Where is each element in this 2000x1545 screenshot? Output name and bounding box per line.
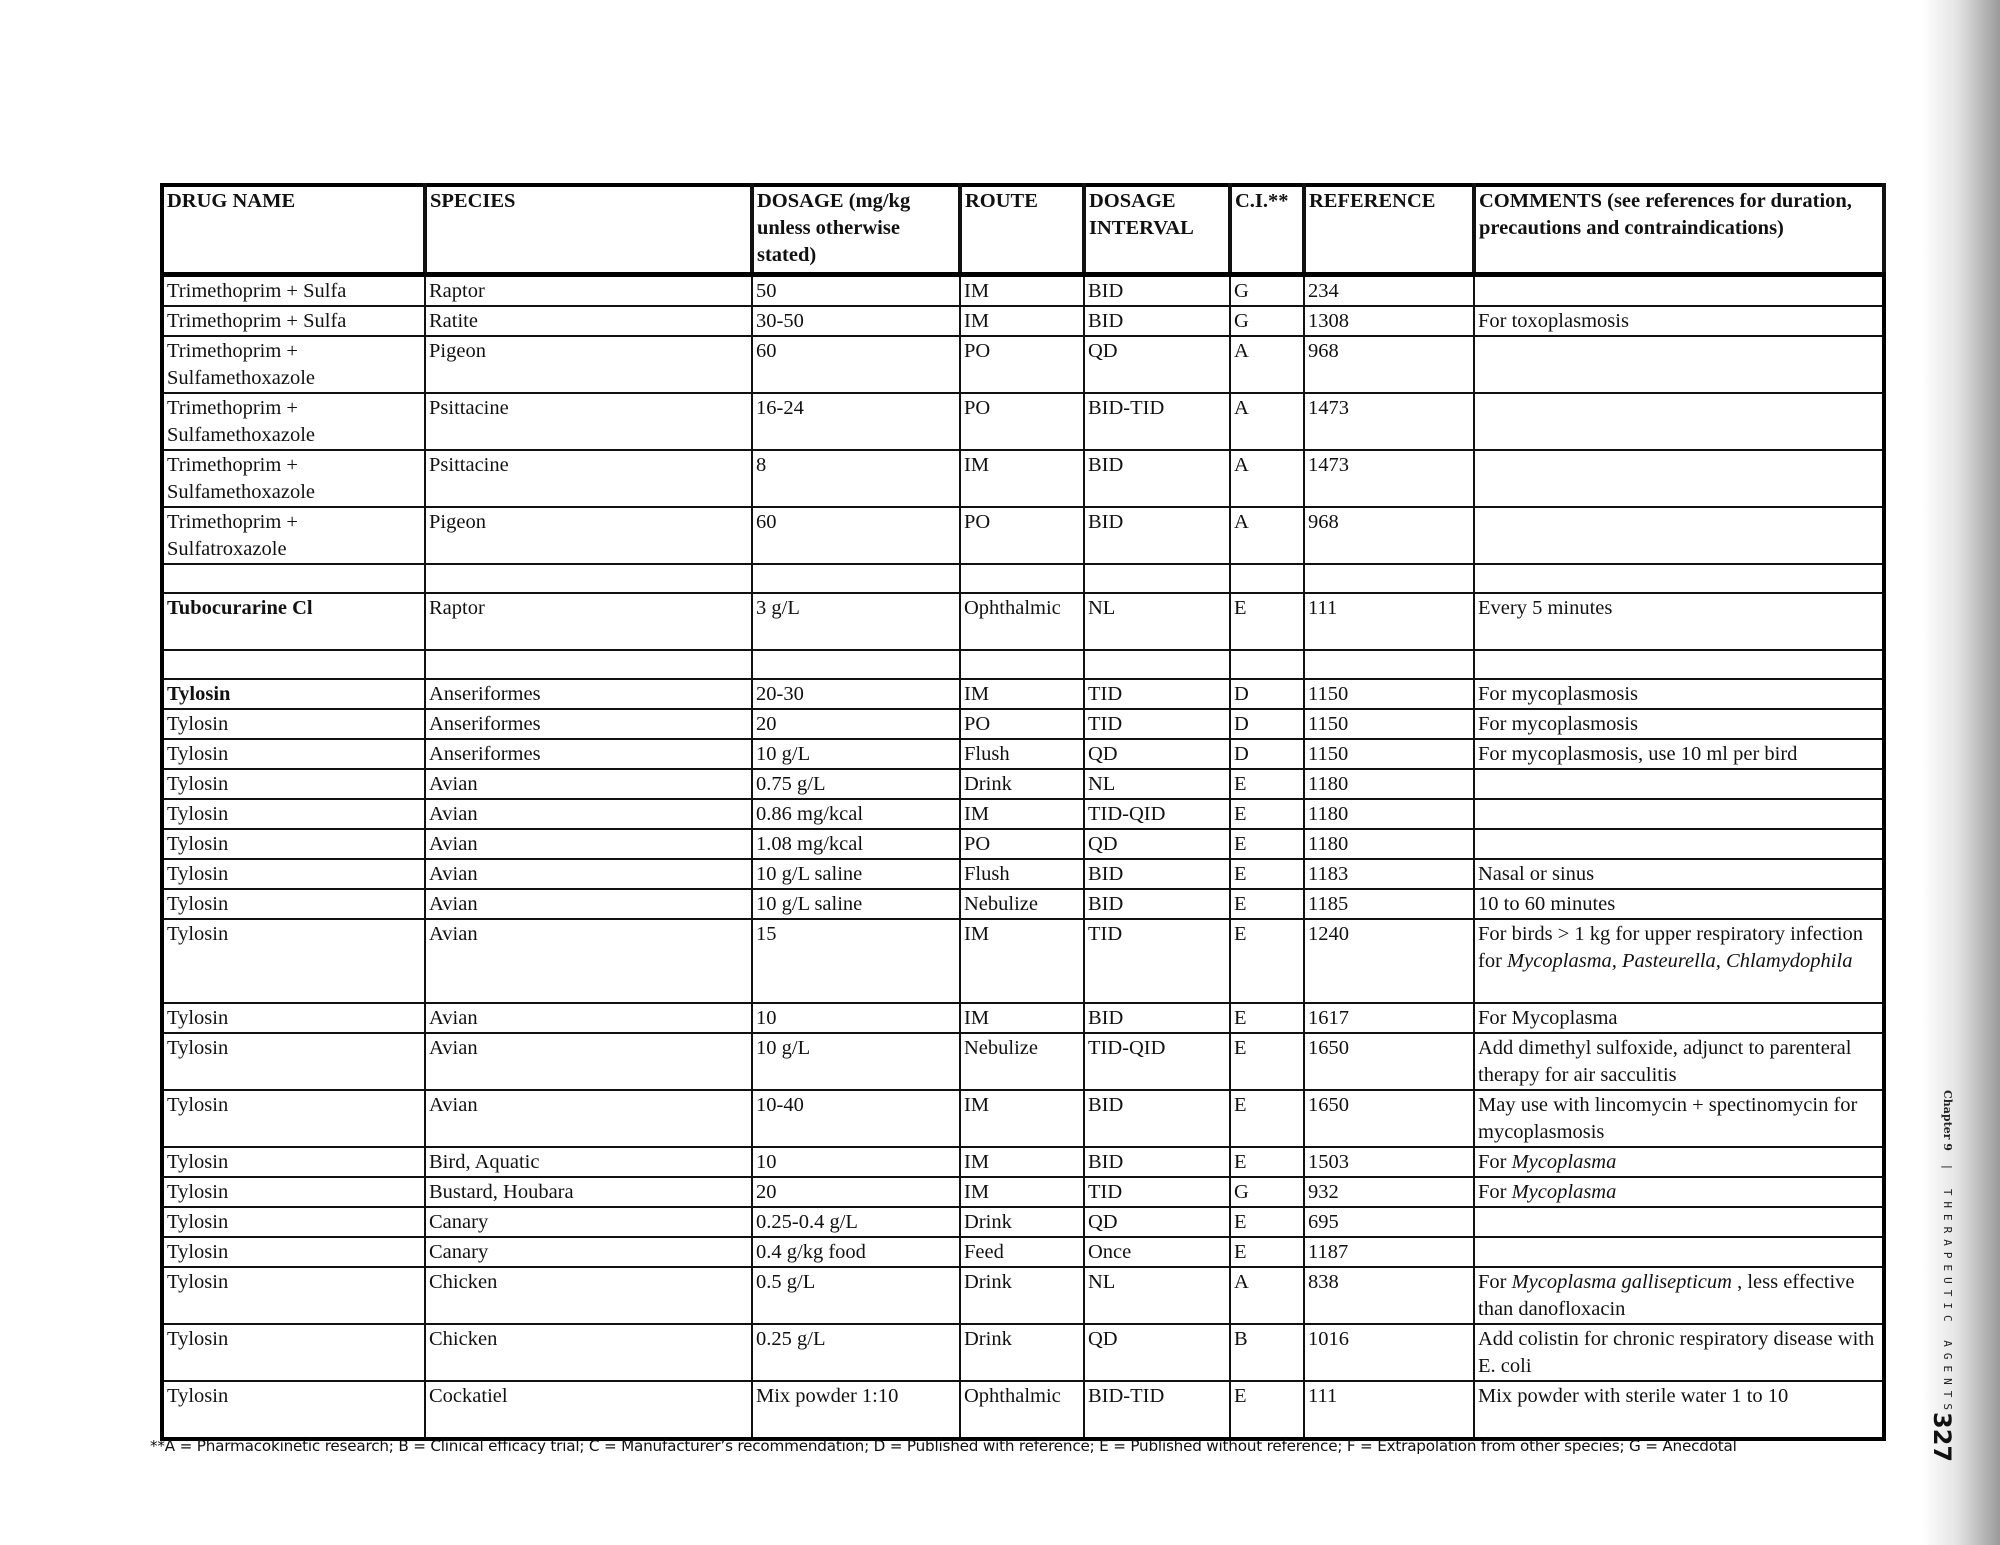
- route-cell: IM: [960, 1090, 1084, 1147]
- ci-cell: G: [1230, 306, 1304, 336]
- ci-cell: E: [1230, 799, 1304, 829]
- comments-cell: [1474, 829, 1884, 859]
- drug-name-cell: Tylosin: [162, 739, 425, 769]
- ci-cell: E: [1230, 1237, 1304, 1267]
- species-cell: Avian: [425, 829, 752, 859]
- header-dosage: DOSAGE (mg/kg unless otherwise stated): [752, 185, 960, 275]
- drug-name-cell: Tubocurarine Cl: [162, 593, 425, 650]
- route-cell: Nebulize: [960, 1033, 1084, 1090]
- ci-cell: E: [1230, 889, 1304, 919]
- species-cell: Cockatiel: [425, 1381, 752, 1439]
- route-cell: Drink: [960, 1207, 1084, 1237]
- comments-cell: [1474, 275, 1884, 307]
- interval-cell: [1084, 564, 1230, 593]
- comments-cell: [1474, 919, 1884, 1003]
- drug-name-cell: Tylosin: [162, 679, 425, 709]
- dosage-cell: 20-30: [752, 679, 960, 709]
- drug-name-cell: Tylosin: [162, 1177, 425, 1207]
- interval-cell: NL: [1084, 593, 1230, 650]
- table-row: [162, 1324, 1884, 1381]
- table-row: [162, 393, 1884, 450]
- interval-cell: TID: [1084, 919, 1230, 1003]
- route-cell: Drink: [960, 1267, 1084, 1324]
- reference-cell: 1308: [1304, 306, 1474, 336]
- species-cell: Avian: [425, 1090, 752, 1147]
- drug-name-cell: Tylosin: [162, 1267, 425, 1324]
- drug-name-cell: Tylosin: [162, 1090, 425, 1147]
- reference-cell: 968: [1304, 507, 1474, 564]
- route-cell: Drink: [960, 769, 1084, 799]
- ci-cell: A: [1230, 507, 1304, 564]
- reference-cell: 1473: [1304, 450, 1474, 507]
- comments-cell: May use with lincomycin + spectinomycin for mycoplasmosis: [1474, 1090, 1884, 1147]
- route-cell: PO: [960, 336, 1084, 393]
- interval-cell: BID: [1084, 275, 1230, 307]
- interval-cell: TID-QID: [1084, 799, 1230, 829]
- ci-cell: E: [1230, 1207, 1304, 1237]
- ci-cell: E: [1230, 593, 1304, 650]
- dosage-cell: 0.25 g/L: [752, 1324, 960, 1381]
- comments-cell: [1474, 450, 1884, 507]
- reference-cell: 1150: [1304, 679, 1474, 709]
- reference-cell: 1473: [1304, 393, 1474, 450]
- route-cell: Nebulize: [960, 889, 1084, 919]
- table-row: [162, 829, 1884, 859]
- comments-cell: Mix powder with sterile water 1 to 10: [1474, 1381, 1884, 1439]
- comment-text-suffix: , less effective than danofloxacin: [1478, 1271, 1855, 1320]
- species-cell: [425, 650, 752, 679]
- interval-cell: QD: [1084, 739, 1230, 769]
- drug-name-cell: Tylosin: [162, 1033, 425, 1090]
- table-row: [162, 593, 1884, 650]
- comments-cell: For mycoplasmosis: [1474, 709, 1884, 739]
- header-drug-name: DRUG NAME: [162, 185, 425, 275]
- route-cell: Flush: [960, 739, 1084, 769]
- ci-cell: E: [1230, 919, 1304, 1003]
- comments-cell: 10 to 60 minutes: [1474, 889, 1884, 919]
- ci-cell: E: [1230, 1147, 1304, 1177]
- table-row: [162, 1177, 1884, 1207]
- comments-cell: [1474, 650, 1884, 679]
- ci-cell: E: [1230, 1090, 1304, 1147]
- species-cell: Avian: [425, 1003, 752, 1033]
- route-cell: PO: [960, 829, 1084, 859]
- ci-cell: E: [1230, 1033, 1304, 1090]
- header-ci: C.I.**: [1230, 185, 1304, 275]
- comments-cell: Add dimethyl sulfoxide, adjunct to parenteral therapy for air sacculitis: [1474, 1033, 1884, 1090]
- drug-name-cell: [162, 650, 425, 679]
- route-cell: Flush: [960, 859, 1084, 889]
- drug-name-cell: Trimethoprim + Sulfa: [162, 275, 425, 307]
- species-cell: Ratite: [425, 306, 752, 336]
- comments-cell: [1474, 564, 1884, 593]
- ci-cell: G: [1230, 275, 1304, 307]
- interval-cell: TID-QID: [1084, 1033, 1230, 1090]
- route-cell: IM: [960, 679, 1084, 709]
- comment-text: For: [1478, 1271, 1512, 1293]
- dosage-cell: 3 g/L: [752, 593, 960, 650]
- interval-cell: NL: [1084, 1267, 1230, 1324]
- interval-cell: BID: [1084, 306, 1230, 336]
- comments-cell: Every 5 minutes: [1474, 593, 1884, 650]
- dosage-cell: 30-50: [752, 306, 960, 336]
- species-cell: Pigeon: [425, 336, 752, 393]
- table-row: [162, 306, 1884, 336]
- drug-name-cell: Tylosin: [162, 889, 425, 919]
- table-row: [162, 1237, 1884, 1267]
- comments-cell: [1474, 507, 1884, 564]
- species-cell: Chicken: [425, 1324, 752, 1381]
- header-row: [162, 185, 1884, 275]
- chapter-side-label: [1928, 1090, 1958, 1417]
- table-row: [162, 336, 1884, 393]
- reference-cell: [1304, 564, 1474, 593]
- interval-cell: TID: [1084, 679, 1230, 709]
- table-row: [162, 1381, 1884, 1439]
- dosage-cell: 10 g/L saline: [752, 859, 960, 889]
- comment-text: For: [1478, 1181, 1512, 1203]
- route-cell: PO: [960, 709, 1084, 739]
- species-cell: Avian: [425, 799, 752, 829]
- ci-footnote: **A = Pharmacokinetic research; B = Clinical efficacy trial; C = Manufacturer’s recommendation; D = Published with reference; E = Published without reference; F = Extrapolation from other species; G = Anecdotal: [150, 1437, 1737, 1455]
- route-cell: IM: [960, 1003, 1084, 1033]
- dosage-cell: 20: [752, 709, 960, 739]
- dosage-cell: 10: [752, 1147, 960, 1177]
- blank-row: [162, 650, 1884, 679]
- comments-cell: [1474, 1237, 1884, 1267]
- table-row: [162, 450, 1884, 507]
- header-reference: REFERENCE: [1304, 185, 1474, 275]
- species-cell: Avian: [425, 769, 752, 799]
- interval-cell: BID-TID: [1084, 1381, 1230, 1439]
- dosage-cell: 10 g/L: [752, 1033, 960, 1090]
- dosage-cell: 0.4 g/kg food: [752, 1237, 960, 1267]
- dosage-cell: 0.75 g/L: [752, 769, 960, 799]
- drug-name-cell: Trimethoprim + Sulfamethoxazole: [162, 393, 425, 450]
- header-route: ROUTE: [960, 185, 1084, 275]
- species-cell: Anseriformes: [425, 709, 752, 739]
- route-cell: Drink: [960, 1324, 1084, 1381]
- dosage-cell: Mix powder 1:10: [752, 1381, 960, 1439]
- comments-cell: [1474, 799, 1884, 829]
- header-comments: COMMENTS (see references for duration, precautions and contraindications): [1474, 185, 1884, 275]
- species-cell: Raptor: [425, 275, 752, 307]
- drug-name-cell: Tylosin: [162, 1003, 425, 1033]
- reference-cell: 1650: [1304, 1090, 1474, 1147]
- drug-name-cell: Trimethoprim + Sulfatroxazole: [162, 507, 425, 564]
- interval-cell: BID: [1084, 450, 1230, 507]
- table-row: [162, 1147, 1884, 1177]
- table-row: [162, 859, 1884, 889]
- route-cell: IM: [960, 799, 1084, 829]
- reference-cell: 1183: [1304, 859, 1474, 889]
- interval-cell: [1084, 650, 1230, 679]
- chapter-label-text: [1941, 1090, 1954, 1416]
- reference-cell: 968: [1304, 336, 1474, 393]
- species-cell: Anseriformes: [425, 739, 752, 769]
- route-cell: Ophthalmic: [960, 593, 1084, 650]
- drug-name-cell: Tylosin: [162, 1237, 425, 1267]
- drug-name-cell: Trimethoprim + Sulfa: [162, 306, 425, 336]
- reference-cell: 1180: [1304, 799, 1474, 829]
- header-interval: DOSAGE INTERVAL: [1084, 185, 1230, 275]
- drug-name-cell: Tylosin: [162, 1324, 425, 1381]
- reference-cell: 1180: [1304, 769, 1474, 799]
- comment-italic-taxon: Mycoplasma: [1511, 1181, 1617, 1203]
- ci-cell: D: [1230, 709, 1304, 739]
- reference-cell: 1185: [1304, 889, 1474, 919]
- chapter-separator: |: [1941, 1163, 1954, 1177]
- interval-cell: TID: [1084, 709, 1230, 739]
- drug-name-cell: Tylosin: [162, 1147, 425, 1177]
- ci-cell: A: [1230, 1267, 1304, 1324]
- comments-cell: For mycoplasmosis, use 10 ml per bird: [1474, 739, 1884, 769]
- interval-cell: TID: [1084, 1177, 1230, 1207]
- comments-cell: [1474, 769, 1884, 799]
- reference-cell: 932: [1304, 1177, 1474, 1207]
- interval-cell: BID: [1084, 1147, 1230, 1177]
- table-row: [162, 769, 1884, 799]
- table-row: [162, 799, 1884, 829]
- ci-cell: E: [1230, 769, 1304, 799]
- ci-cell: [1230, 650, 1304, 679]
- table-row: [162, 1207, 1884, 1237]
- table-row: [162, 1003, 1884, 1033]
- table-row: [162, 507, 1884, 564]
- ci-cell: D: [1230, 739, 1304, 769]
- comment-italic-taxon: Mycoplasma, Pasteurella, Chlamydophila: [1507, 950, 1853, 972]
- dosage-cell: 10 g/L saline: [752, 889, 960, 919]
- ci-cell: A: [1230, 450, 1304, 507]
- drug-name-cell: Tylosin: [162, 1207, 425, 1237]
- dosage-cell: 0.5 g/L: [752, 1267, 960, 1324]
- interval-cell: NL: [1084, 769, 1230, 799]
- route-cell: [960, 650, 1084, 679]
- species-cell: Chicken: [425, 1267, 752, 1324]
- table-row: [162, 275, 1884, 307]
- species-cell: Canary: [425, 1207, 752, 1237]
- table-row: [162, 1033, 1884, 1090]
- dosage-cell: 10 g/L: [752, 739, 960, 769]
- drug-name-cell: Tylosin: [162, 769, 425, 799]
- species-cell: Avian: [425, 859, 752, 889]
- table-row: [162, 709, 1884, 739]
- route-cell: IM: [960, 919, 1084, 1003]
- section-title: THERAPEUTIC AGENTS: [1941, 1188, 1954, 1417]
- interval-cell: BID: [1084, 889, 1230, 919]
- species-cell: [425, 564, 752, 593]
- comment-text: For birds > 1 kg for upper respiratory infection for: [1478, 923, 1864, 972]
- species-cell: Anseriformes: [425, 679, 752, 709]
- table-row: [162, 889, 1884, 919]
- drug-name-cell: Tylosin: [162, 829, 425, 859]
- comments-cell: [1474, 1267, 1884, 1324]
- reference-cell: 695: [1304, 1207, 1474, 1237]
- ci-cell: A: [1230, 393, 1304, 450]
- reference-cell: 838: [1304, 1267, 1474, 1324]
- reference-cell: 1150: [1304, 709, 1474, 739]
- ci-cell: A: [1230, 336, 1304, 393]
- comment-text: For: [1478, 1151, 1512, 1173]
- dosage-cell: 16-24: [752, 393, 960, 450]
- route-cell: PO: [960, 393, 1084, 450]
- reference-cell: 1503: [1304, 1147, 1474, 1177]
- interval-cell: QD: [1084, 829, 1230, 859]
- reference-cell: 111: [1304, 1381, 1474, 1439]
- species-cell: Avian: [425, 1033, 752, 1090]
- species-cell: Avian: [425, 889, 752, 919]
- interval-cell: BID: [1084, 507, 1230, 564]
- drug-name-cell: Trimethoprim + Sulfamethoxazole: [162, 336, 425, 393]
- route-cell: PO: [960, 507, 1084, 564]
- ci-cell: E: [1230, 859, 1304, 889]
- dosage-cell: [752, 564, 960, 593]
- species-cell: Psittacine: [425, 450, 752, 507]
- species-cell: Canary: [425, 1237, 752, 1267]
- reference-cell: 1617: [1304, 1003, 1474, 1033]
- drug-name-cell: Tylosin: [162, 859, 425, 889]
- ci-cell: E: [1230, 1381, 1304, 1439]
- interval-cell: Once: [1084, 1237, 1230, 1267]
- ci-cell: [1230, 564, 1304, 593]
- dosage-cell: 8: [752, 450, 960, 507]
- reference-cell: 1150: [1304, 739, 1474, 769]
- comments-cell: [1474, 1177, 1884, 1207]
- reference-cell: 234: [1304, 275, 1474, 307]
- species-cell: Pigeon: [425, 507, 752, 564]
- species-cell: Bird, Aquatic: [425, 1147, 752, 1177]
- interval-cell: BID: [1084, 1090, 1230, 1147]
- route-cell: [960, 564, 1084, 593]
- reference-cell: 1650: [1304, 1033, 1474, 1090]
- interval-cell: QD: [1084, 1207, 1230, 1237]
- chapter-number: Chapter 9: [1941, 1090, 1954, 1151]
- header-species: SPECIES: [425, 185, 752, 275]
- comment-italic-taxon: Mycoplasma gallisepticum: [1511, 1271, 1732, 1293]
- dosage-cell: 60: [752, 336, 960, 393]
- page-number: 327: [1928, 1412, 1956, 1463]
- ci-cell: G: [1230, 1177, 1304, 1207]
- dosage-cell: 20: [752, 1177, 960, 1207]
- species-cell: Bustard, Houbara: [425, 1177, 752, 1207]
- blank-row: [162, 564, 1884, 593]
- comments-cell: For mycoplasmosis: [1474, 679, 1884, 709]
- route-cell: Ophthalmic: [960, 1381, 1084, 1439]
- route-cell: IM: [960, 306, 1084, 336]
- dosage-cell: 10: [752, 1003, 960, 1033]
- dosage-cell: 0.25-0.4 g/L: [752, 1207, 960, 1237]
- species-cell: Raptor: [425, 593, 752, 650]
- drug-name-cell: Tylosin: [162, 709, 425, 739]
- drug-name-cell: Trimethoprim + Sulfamethoxazole: [162, 450, 425, 507]
- route-cell: IM: [960, 1177, 1084, 1207]
- reference-cell: 1180: [1304, 829, 1474, 859]
- comments-cell: [1474, 1207, 1884, 1237]
- comments-cell: [1474, 393, 1884, 450]
- route-cell: IM: [960, 450, 1084, 507]
- dosage-cell: 50: [752, 275, 960, 307]
- ci-cell: E: [1230, 1003, 1304, 1033]
- comments-cell: For Mycoplasma: [1474, 1003, 1884, 1033]
- comments-cell: [1474, 336, 1884, 393]
- comments-cell: [1474, 1147, 1884, 1177]
- drug-name-cell: Tylosin: [162, 919, 425, 1003]
- reference-cell: [1304, 650, 1474, 679]
- interval-cell: QD: [1084, 1324, 1230, 1381]
- drug-name-cell: [162, 564, 425, 593]
- comments-cell: Add colistin for chronic respiratory disease with E. coli: [1474, 1324, 1884, 1381]
- interval-cell: BID-TID: [1084, 393, 1230, 450]
- dosage-cell: 1.08 mg/kcal: [752, 829, 960, 859]
- table-row: [162, 919, 1884, 1003]
- reference-cell: 1240: [1304, 919, 1474, 1003]
- comments-cell: Nasal or sinus: [1474, 859, 1884, 889]
- drug-name-cell: Tylosin: [162, 799, 425, 829]
- table-row: [162, 739, 1884, 769]
- species-cell: Avian: [425, 919, 752, 1003]
- ci-cell: D: [1230, 679, 1304, 709]
- reference-cell: 1016: [1304, 1324, 1474, 1381]
- species-cell: Psittacine: [425, 393, 752, 450]
- ci-cell: E: [1230, 829, 1304, 859]
- interval-cell: QD: [1084, 336, 1230, 393]
- reference-cell: 1187: [1304, 1237, 1474, 1267]
- dosage-cell: 10-40: [752, 1090, 960, 1147]
- route-cell: IM: [960, 275, 1084, 307]
- dosage-cell: 60: [752, 507, 960, 564]
- dosage-cell: [752, 650, 960, 679]
- comments-cell: For toxoplasmosis: [1474, 306, 1884, 336]
- interval-cell: BID: [1084, 1003, 1230, 1033]
- drug-name-cell: Tylosin: [162, 1381, 425, 1439]
- comment-italic-taxon: Mycoplasma: [1511, 1151, 1617, 1173]
- drug-dosage-table: [160, 183, 1886, 1441]
- interval-cell: BID: [1084, 859, 1230, 889]
- dosage-cell: 15: [752, 919, 960, 1003]
- table-row: [162, 1267, 1884, 1324]
- route-cell: Feed: [960, 1237, 1084, 1267]
- table-row: [162, 1090, 1884, 1147]
- table-row: [162, 679, 1884, 709]
- route-cell: IM: [960, 1147, 1084, 1177]
- reference-cell: 111: [1304, 593, 1474, 650]
- ci-cell: B: [1230, 1324, 1304, 1381]
- dosage-cell: 0.86 mg/kcal: [752, 799, 960, 829]
